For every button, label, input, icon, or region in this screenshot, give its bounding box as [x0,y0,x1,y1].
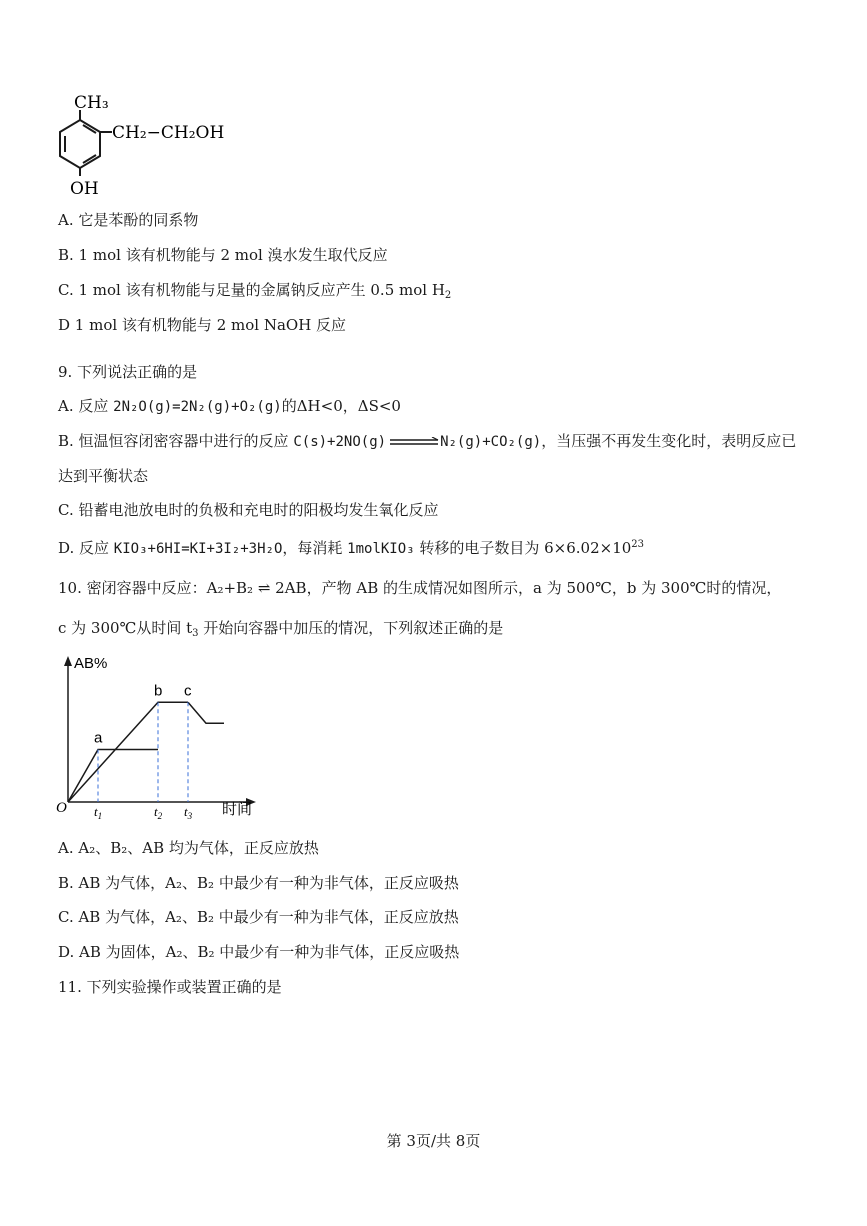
q9-a-rest: 的ΔH<0，ΔS<0 [281,397,401,415]
equilibrium-arrow-icon [386,437,440,447]
point-label-a: a [94,729,103,747]
series-line-b [68,702,188,802]
q10-option-c: C. AB 为气体，A₂、B₂ 中最少有一种为非气体，正反应放热 [58,908,459,926]
q10-option-a: A. A₂、B₂、AB 均为气体，正反应放热 [58,839,319,857]
q8-option-c [58,280,451,306]
q8-option-c-text: C. 1 mol 该有机物能与足量的金属钠反应产生 0.5 mol H [58,281,445,299]
q9-d-rest: 转移的电子数目为 6×6.02×10 [414,539,632,557]
point-label-c: c [184,682,192,700]
q9-a-prefix: A. 反应 [58,397,114,415]
q9-b-rest: ，当压强不再发生变化时，表明反应已 [541,432,797,450]
q9-option-a [58,396,401,417]
q10-line2-sub: 3 [192,628,199,639]
q10-line2-pre: c 为 300℃从时间 t [58,619,193,637]
q8-option-d: D 1 mol 该有机物能与 2 mol NaOH 反应 [58,316,347,334]
q9-option-d [58,535,644,559]
q9-b-prefix: B. 恒温恒容闭密容器中进行的反应 [58,432,294,450]
x-tick-t3: $t_3$ [184,804,193,821]
q9-d-sup: 23 [631,539,645,550]
q9-d-equation2: 1molKIO₃ [347,541,415,557]
series-line-c [188,702,224,723]
x-tick-t1: $t_1$ [94,804,103,821]
origin-label: O [56,800,67,816]
ch3-label: CH₃ [74,93,109,113]
q9-d-mid: ，每消耗 [282,539,348,557]
q10-stem-line2 [58,618,503,644]
q10-stem-prefix: 10. 密闭容器中反应： [58,579,207,597]
q9-option-c: C. 铅蓄电池放电时的负极和充电时的阳极均发生氧化反应 [58,501,439,519]
q10-line2-rest: 开始向容器中加压的情况，下列叙述正确的是 [198,619,504,637]
oh-label: OH [70,179,99,199]
q8-option-a: A. 它是苯酚的同系物 [58,211,199,229]
q9-option-b-line2: 达到平衡状态 [58,467,149,485]
q9-b-eq-left: C(s)+2NO(g) [293,434,387,450]
point-label-b: b [154,682,163,700]
series-line-a [68,750,158,803]
ab-percent-chart [50,652,270,827]
q10-reaction: A₂+B₂ ⇌ 2AB [206,579,307,597]
y-axis-label: AB% [74,655,108,672]
q9-d-prefix: D. 反应 [58,539,114,557]
q8-option-c-sub: 2 [444,290,452,301]
x-tick-t2: $t_2$ [154,804,163,821]
q9-d-equation: KIO₃+6HI=KI+3I₂+3H₂O [113,541,283,557]
q9-b-eq-right: N₂(g)+CO₂(g) [440,434,542,450]
q10-stem-rest: ，产物 AB 的生成情况如图所示，a 为 500℃，b 为 300℃时的情况， [306,579,782,597]
q9-stem: 9. 下列说法正确的是 [58,363,198,381]
q10-option-b: B. AB 为气体，A₂、B₂ 中最少有一种为非气体，正反应吸热 [58,874,459,892]
q8-option-b: B. 1 mol 该有机物能与 2 mol 溴水发生取代反应 [58,246,388,264]
chemical-structure [52,90,252,200]
q10-option-d: D. AB 为固体，A₂、B₂ 中最少有一种为非气体，正反应吸热 [58,943,460,961]
q9-option-b [58,431,796,452]
q10-stem [58,578,781,598]
y-axis-arrow-icon [64,656,72,666]
q9-a-equation: 2N₂O(g)=2N₂(g)+O₂(g) [113,399,282,415]
page-footer: 第 3页/共 8页 [386,1132,481,1150]
q11-stem: 11. 下列实验操作或装置正确的是 [58,978,282,996]
x-axis-label: 时间 [222,801,253,818]
chain-label: CH₂−CH₂OH [112,123,225,143]
